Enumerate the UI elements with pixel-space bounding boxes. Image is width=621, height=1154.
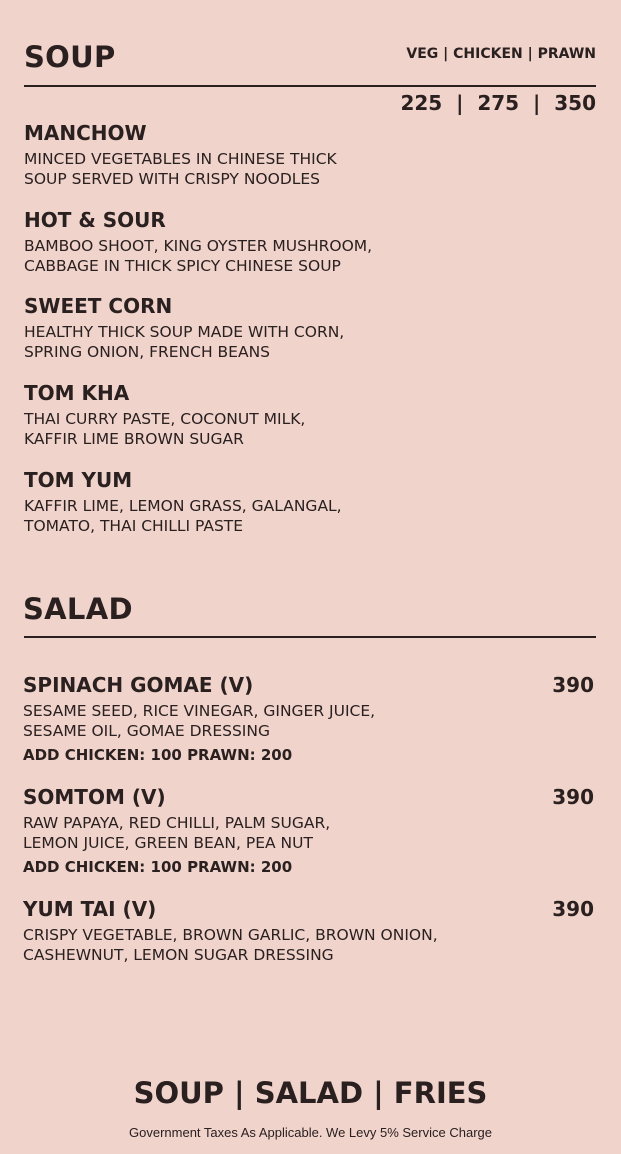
salad-divider — [24, 636, 596, 638]
soup-item-name: TOM YUM — [24, 468, 133, 492]
salad-item-price: 390 — [552, 785, 594, 809]
soup-item-desc: MINCED VEGETABLES IN CHINESE THICK SOUP SERVED WITH CRISPY NOODLES — [24, 150, 337, 188]
soup-item-name: MANCHOW — [24, 121, 147, 145]
salad-item-price: 390 — [552, 897, 594, 921]
salad-item-name: YUM TAI (V) — [23, 897, 157, 921]
footer-title: SOUP | SALAD | FRIES — [133, 1076, 488, 1110]
soup-item-name: TOM KHA — [24, 381, 130, 405]
soup-item-desc: KAFFIR LIME, LEMON GRASS, GALANGAL, TOMATO, THAI CHILLI PASTE — [24, 497, 342, 535]
soup-item-desc: THAI CURRY PASTE, COCONUT MILK, KAFFIR LIME BROWN SUGAR — [24, 410, 306, 448]
soup-item — [24, 294, 344, 362]
soup-item-name: HOT & SOUR — [24, 208, 166, 232]
salad-item — [23, 785, 330, 876]
soup-divider — [24, 85, 596, 87]
salad-item-addons: ADD CHICKEN: 100 PRAWN: 200 — [23, 858, 293, 876]
salad-section-title: SALAD — [23, 592, 133, 626]
salad-item — [23, 897, 438, 965]
salad-item-name: SOMTOM (V) — [23, 785, 166, 809]
soup-item-name: SWEET CORN — [24, 294, 173, 318]
soup-item — [24, 208, 372, 276]
salad-item-desc: RAW PAPAYA, RED CHILLI, PALM SUGAR, LEMON JUICE, GREEN BEAN, PEA NUT — [23, 814, 331, 852]
soup-item — [24, 381, 305, 449]
soup-section-title: SOUP — [24, 40, 116, 74]
soup-item-desc: BAMBOO SHOOT, KING OYSTER MUSHROOM, CABBAGE IN THICK SPICY CHINESE SOUP — [24, 237, 373, 275]
salad-item-price: 390 — [552, 673, 594, 697]
salad-item-desc: CRISPY VEGETABLE, BROWN GARLIC, BROWN ONION, CASHEWNUT, LEMON SUGAR DRESSING — [23, 926, 438, 964]
soup-prices: 225 | 275 | 350 — [400, 91, 596, 115]
salad-item — [23, 673, 375, 764]
soup-item — [24, 121, 337, 189]
soup-item — [24, 468, 342, 536]
soup-item-desc: HEALTHY THICK SOUP MADE WITH CORN, SPRING ONION, FRENCH BEANS — [24, 323, 345, 361]
soup-price-columns: VEG | CHICKEN | PRAWN — [406, 46, 596, 62]
salad-item-desc: SESAME SEED, RICE VINEGAR, GINGER JUICE, SESAME OIL, GOMAE DRESSING — [23, 702, 376, 740]
salad-item-name: SPINACH GOMAE (V) — [23, 673, 254, 697]
salad-item-addons: ADD CHICKEN: 100 PRAWN: 200 — [23, 746, 293, 764]
footer-note: Government Taxes As Applicable. We Levy 5% Service Charge — [129, 1125, 492, 1140]
